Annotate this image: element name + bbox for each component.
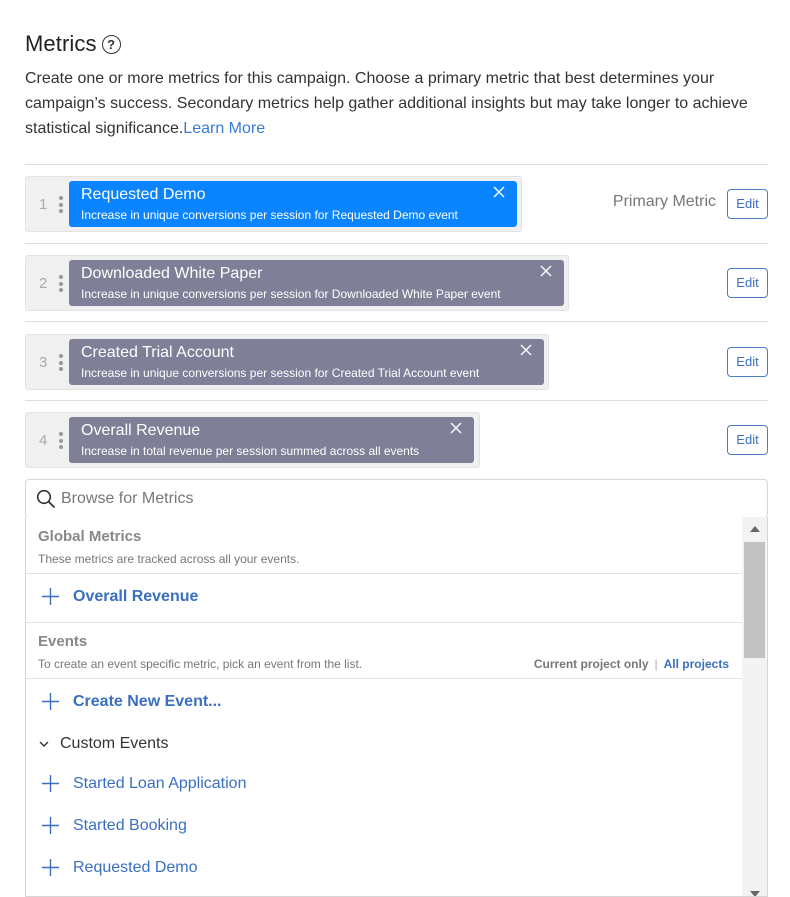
- metric-subtitle: Increase in unique conversions per session for Downloaded White Paper event: [81, 287, 501, 301]
- scope-current-project[interactable]: Current project only: [533, 657, 649, 671]
- metric-subtitle: Increase in total revenue per session summed across all events: [81, 444, 420, 458]
- item-label: Started Loan Application: [73, 774, 247, 792]
- metric-number: 3: [39, 354, 48, 371]
- item-label: Requested Demo: [73, 858, 198, 876]
- create-new-event-item[interactable]: [41, 692, 222, 711]
- plus-icon: [41, 858, 60, 877]
- search-icon: [36, 489, 56, 509]
- item-label: Create New Event...: [73, 692, 222, 710]
- custom-event-item[interactable]: [41, 816, 187, 835]
- drag-handle-icon[interactable]: [59, 432, 63, 449]
- metric-pill-downloaded-white-paper[interactable]: [69, 260, 564, 306]
- plus-icon: [41, 774, 60, 793]
- chevron-down-icon: [38, 738, 50, 750]
- edit-metric-button[interactable]: Edit: [727, 189, 768, 219]
- metric-pill-created-trial-account[interactable]: [69, 339, 544, 385]
- custom-event-item[interactable]: [41, 774, 246, 793]
- divider: [25, 321, 768, 322]
- plus-icon: [41, 692, 60, 711]
- scroll-up-arrow-icon[interactable]: [750, 526, 760, 532]
- metric-row-3: [25, 334, 768, 390]
- plus-icon: [41, 587, 60, 606]
- plus-icon: [41, 816, 60, 835]
- item-label: Overall Revenue: [73, 587, 199, 605]
- group-label: Custom Events: [60, 735, 169, 752]
- metric-slot: [25, 412, 480, 468]
- events-subtext: To create an event specific metric, pick an event from the list.: [38, 657, 363, 671]
- primary-metric-label: Primary Metric: [612, 193, 716, 210]
- divider: [25, 164, 768, 165]
- description-text: Create one or more metrics for this campaign. Choose a primary metric that best determines your campaign’s success. Secondary metrics help gather additional insights but may take longer to achieve statistical significance.: [25, 70, 748, 137]
- metric-slot: [25, 255, 569, 311]
- search-input[interactable]: [61, 480, 751, 517]
- custom-events-group-toggle[interactable]: [38, 735, 168, 753]
- metric-number: 4: [39, 432, 48, 449]
- divider: [26, 573, 743, 574]
- edit-metric-button[interactable]: Edit: [727, 347, 768, 377]
- learn-more-link[interactable]: Learn More: [183, 120, 266, 137]
- global-metrics-subtext: These metrics are tracked across all your events.: [38, 552, 300, 566]
- global-metrics-heading: Global Metrics: [38, 528, 142, 545]
- close-icon[interactable]: [449, 421, 463, 435]
- divider: [26, 622, 743, 623]
- edit-metric-button[interactable]: Edit: [727, 425, 768, 455]
- metric-row-1: [25, 176, 768, 232]
- metric-pill-requested-demo[interactable]: [69, 181, 517, 227]
- page-header: [25, 31, 121, 57]
- metric-title: Requested Demo: [81, 186, 206, 203]
- scroll-down-arrow-icon[interactable]: [750, 891, 760, 897]
- divider: [26, 678, 743, 679]
- events-heading: Events: [38, 633, 88, 650]
- add-overall-revenue-item[interactable]: [41, 587, 198, 606]
- metric-title: Created Trial Account: [81, 344, 234, 361]
- metric-title: Downloaded White Paper: [81, 265, 263, 282]
- drag-handle-icon[interactable]: [59, 275, 63, 292]
- metric-number: 1: [39, 196, 48, 213]
- metric-search-box: [25, 479, 768, 518]
- metrics-description: [25, 66, 765, 141]
- scope-separator: |: [654, 657, 658, 671]
- metric-row-4: [25, 412, 768, 468]
- metric-number: 2: [39, 275, 48, 292]
- divider: [25, 243, 768, 244]
- scope-all-projects-link[interactable]: All projects: [663, 657, 729, 671]
- project-scope-filter: [534, 657, 729, 671]
- edit-metric-button[interactable]: Edit: [727, 268, 768, 298]
- dropdown-scrollbar[interactable]: [742, 517, 767, 897]
- question-circle-icon[interactable]: ?: [102, 35, 121, 54]
- metric-pill-overall-revenue[interactable]: [69, 417, 474, 463]
- metric-row-2: [25, 255, 768, 311]
- metric-slot: [25, 334, 549, 390]
- close-icon[interactable]: [519, 343, 533, 357]
- close-icon[interactable]: [492, 185, 506, 199]
- metrics-dropdown: [25, 517, 768, 897]
- close-icon[interactable]: [539, 264, 553, 278]
- scrollbar-thumb[interactable]: [744, 542, 765, 658]
- metric-subtitle: Increase in unique conversions per session for Created Trial Account event: [81, 366, 480, 380]
- item-label: Started Booking: [73, 816, 187, 834]
- divider: [25, 400, 768, 401]
- custom-event-item[interactable]: [41, 858, 198, 877]
- page-title: Metrics: [25, 31, 97, 56]
- metric-slot: [25, 176, 522, 232]
- metric-title: Overall Revenue: [81, 422, 201, 439]
- metric-subtitle: Increase in unique conversions per session for Requested Demo event: [81, 208, 458, 222]
- drag-handle-icon[interactable]: [59, 354, 63, 371]
- drag-handle-icon[interactable]: [59, 196, 63, 213]
